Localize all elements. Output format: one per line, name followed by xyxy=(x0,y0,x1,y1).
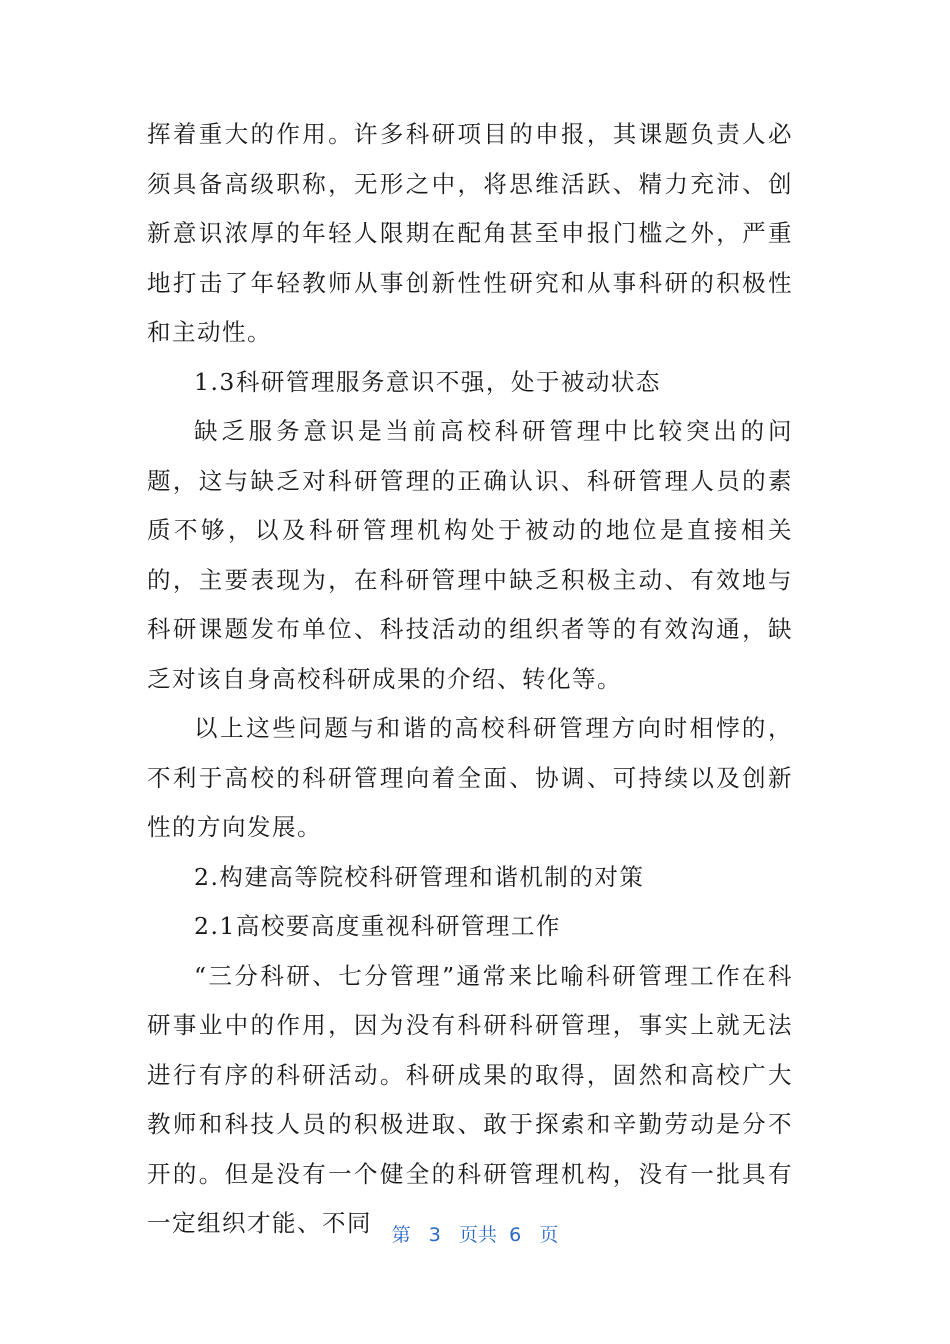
current-page-number: 3 xyxy=(428,1224,441,1246)
paragraph-summary: 以上这些问题与和谐的高校科研管理方向时相悖的，不利于高校的科研管理向着全面、协调、可持续以及创新性的方向发展。 xyxy=(147,714,793,841)
footer-prefix: 第 xyxy=(391,1224,411,1246)
document-body xyxy=(147,110,793,1249)
paragraph-continuation: 挥着重大的作用。许多科研项目的申报，其课题负责人必须具备高级职称，无形之中，将思维活跃、精力充沛、创新意识浓厚的年轻人限期在配角甚至申报门槛之外，严重地打击了年轻教师从事创新性性研究和从事科研的积极性和主动性。 xyxy=(147,120,793,346)
footer-mid: 页共 xyxy=(459,1224,498,1246)
total-pages-number: 6 xyxy=(509,1224,522,1246)
page-footer xyxy=(0,1220,950,1247)
paragraph-management-importance: “三分科研、七分管理”通常来比喻科研管理工作在科研事业中的作用，因为没有科研科研管理，事实上就无法进行有序的科研活动。科研成果的取得，固然和高校广大教师和科技人员的积极进取、敢于探索和辛勤劳动是分不开的。但是没有一个健全的科研管理机构，没有一批具有一定组织才能、不同 xyxy=(147,961,793,1237)
paragraph-service-awareness: 缺乏服务意识是当前高校科研管理中比较突出的问题，这与缺乏对科研管理的正确认识、科研管理人员的素质不够，以及科研管理机构处于被动的地位是直接相关的，主要表现为，在科研管理中缺乏积极主动、有效地与科研课题发布单位、科技活动的组织者等的有效沟通，缺乏对该自身高校科研成果的介绍、转化等。 xyxy=(147,417,793,693)
section-heading-2-1: 2.1高校要高度重视科研管理工作 xyxy=(194,912,561,940)
section-heading-1-3: 1.3科研管理服务意识不强，处于被动状态 xyxy=(194,367,661,396)
section-heading-2: 2.构建高等院校科研管理和谐机制的对策 xyxy=(194,862,645,891)
footer-suffix: 页 xyxy=(539,1224,559,1246)
